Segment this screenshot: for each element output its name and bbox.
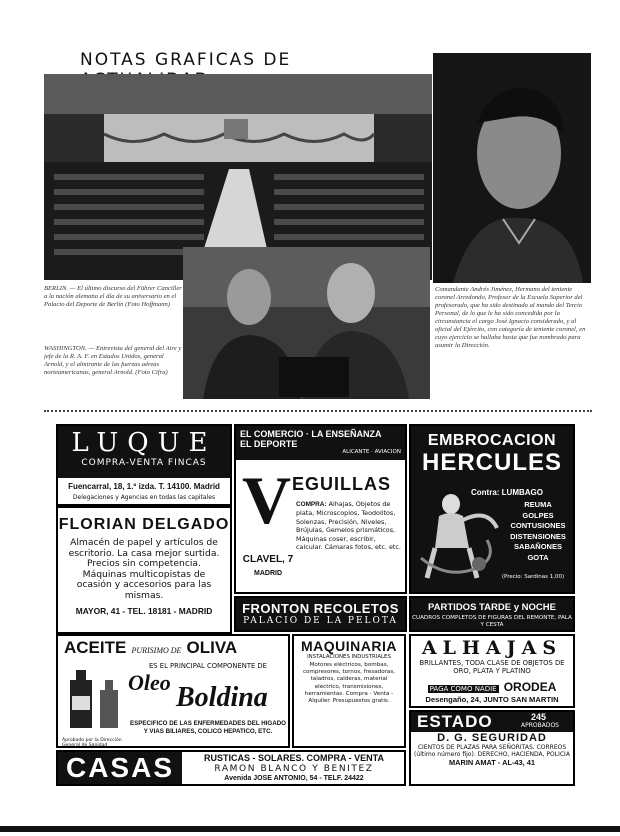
aceite-line1-row [64,638,237,658]
casas-title: CASAS [58,752,182,784]
aceite-purisimo: PURISIMO DE [131,646,182,655]
alhajas-line1: BRILLANTES, TODA CLASE DE OBJETOS DE ORO, PLATA Y PLATINO [419,659,565,675]
hercules-contra: Contra: LUMBAGO [471,488,543,497]
hercules-ailment: CONTUSIONES [510,521,566,530]
hercules-line2: HERCULES [421,449,562,476]
ad-alhajas [409,634,575,708]
maquinaria-title: MAQUINARIA [301,638,397,654]
hercules-footer: (Precio: Sardinas 1,00) [501,574,565,580]
ad-veguillas [234,424,407,594]
alhajas-line2a: PAGA COMO NADIE [429,685,497,693]
comercio-line2: EL DEPORTE [240,439,298,449]
aceite-bottle-illustration [66,666,122,732]
ad-florian-delgado [56,506,232,634]
hercules-ailment: GOLPES [522,510,554,520]
boldina-brand2: Boldina [176,682,268,713]
alhajas-line3: Desengaño, 24, JUNTO SAN MARTIN [425,695,559,704]
ad-luque [56,424,232,506]
section-divider [44,410,592,412]
florian-text: Almacén de papel y artículos de escritorio. La casa mejor surtida. Precios sin competencia. Máquinas multicopistas de ocasión y accesorios para las mismas. [68,537,220,601]
veguillas-name: EGUILLAS [292,474,392,494]
ad-aceite-boldina [56,634,290,748]
ad-maquinaria [292,634,406,748]
comercio-line1: EL COMERCIO · LA ENSEÑANZA [240,429,382,439]
estado-num: 245 [531,712,547,722]
fronton-line1: FRONTON RECOLETOS [242,601,399,616]
estado-title: ESTADO [417,712,493,731]
maquinaria-text: Motores eléctricos, bombas, compresores, tornos, fresadoras, taladros, calderas, material eléctrico, transmisiones, herramientas. Compra - Venta - Alquiler. Presupuestos gratis. [302,662,396,705]
veguillas-initial: V [242,462,292,538]
bottom-rule [0,826,620,832]
aceite-small: Aprobado por la Dirección General de Sanidad [62,738,122,748]
luque-banner [58,426,230,478]
fronton-line2: PALACIO DE LA PELOTA [243,616,398,626]
photo-generals-meeting [183,247,430,399]
aceite-oliva: OLIVA [186,638,238,657]
maquinaria-subtitle: INSTALACIONES INDUSTRIALES [307,654,391,660]
alhajas-title: ALHAJAS [421,637,563,659]
estado-address: MARIN AMAT - AL-43, 41 [449,758,535,768]
comercio-line3: ALICANTE · AVIACION [342,449,401,455]
aceite-line3: ESPECIFICO DE LAS ENFERMEDADES DEL HIGADO Y VIAS BILIARES, COLICO HEPATICO, ETC. [130,720,286,735]
veguillas-address: CLAVEL, 7 [242,554,294,565]
florian-name: FLORIAN DELGADO [58,516,230,533]
estado-aprobados: APROBADOS [521,722,559,729]
ad-estado-seguridad [409,710,575,786]
estado-banner [411,712,573,732]
aceite-line2: ES EL PRINCIPAL COMPONENTE DE [149,662,267,670]
aceite-word: ACEITE [64,638,127,657]
caption-berlin: BERLIN. — El último discurso del Führer Canciller a la nación alemana el día de su aniversario en el Palacio del Deporte de Berlín (Foto Hoffmann) [44,285,182,308]
page-title: NOTAS GRAFICAS DE [80,50,292,70]
hercules-ailments [503,500,573,563]
florian-address: MAYOR, 41 - TEL. 18181 - MADRID [75,605,213,616]
estado-subtitle: D. G. SEGURIDAD [437,732,547,744]
luque-agencies: Delegaciones y Agencias en todas las capitales [72,494,216,501]
ad-fronton-recoletos [234,596,407,632]
luque-line1: COMPRA-VENTA FINCAS [81,458,207,468]
casas-line2: RAMON BLANCO Y BENITEZ [214,764,374,774]
hercules-ailment: SABAÑONES [514,542,562,551]
casas-line3: Avenida JOSE ANTONIO, 54 - TELF. 24422 [224,775,364,782]
hercules-figure-illustration [417,488,503,584]
casas-line1: RUSTICAS - SOLARES. COMPRA - VENTA [203,753,384,763]
boldina-brand1: Oleo [128,670,171,695]
veguillas-text: Alhajas, Objetos de plata, Microscopios, Teodolitos, Solenzas, Precisión, Niveles, Brújulas, Gemelos prismáticos, Máquinas coser, escribir, calcular. Cámaras fotos, etc. etc. [296,500,401,552]
hercules-ailment: GOTA [527,552,549,562]
photo-officer-portrait [433,53,591,283]
hercules-line1: EMBROCACION [427,432,557,449]
veguillas-compra-label: COMPRA: [296,501,327,508]
caption-portrait: Comandante Andrés Jiménez, Hermano del teniente coronel Arredondo, Profesor de la Escuela Superior del profesorado, que ha sido destinado al mando del Tercio Personal, de lo que le ha sido concedida por la circunstancia el cargo José Ignacio considerado, y al oficial del Ejército, con categoría de teniente coronel, en cuyo ejercicio se hallaba hasta que fue nombrado para asumir la Dirección. [435,286,586,349]
ad-partidos [409,596,575,632]
partidos-line1: PARTIDOS TARDE y NOCHE [428,602,556,613]
luque-name: LUQUE [71,428,217,458]
alhajas-pay-row [411,676,573,695]
veguillas-text-block [296,500,404,551]
hercules-ailment: DISTENSIONES [510,531,566,541]
estado-text: CIENTOS DE PLAZAS PARA SEÑORITAS. CORREOS (último número fijo). DERECHO, HACIENDA, POLICIA [414,744,570,759]
ad-hercules [409,424,575,594]
luque-address: Fuencarral, 18, 1.º izda. T. 14100. Madrid [68,482,220,491]
hercules-ailment: REUMA [524,500,552,509]
alhajas-line2b: ORODEA [503,680,557,694]
ad-casas [56,750,406,786]
veguillas-city: MADRID [254,570,282,577]
caption-washington: WASHINGTON. — Entrevista del general del Aire y jefe de la R. A. F. en Estados Unidos, general Arnold, y el almirante de las fuerzas aéreas norteamericanas, general Arnold. (Foto Cifra) [44,345,182,376]
partidos-line2: CUADROS COMPLETOS DE FIGURAS DEL REMONTE, PALA Y CESTA [412,615,572,628]
comercio-banner [236,426,405,460]
